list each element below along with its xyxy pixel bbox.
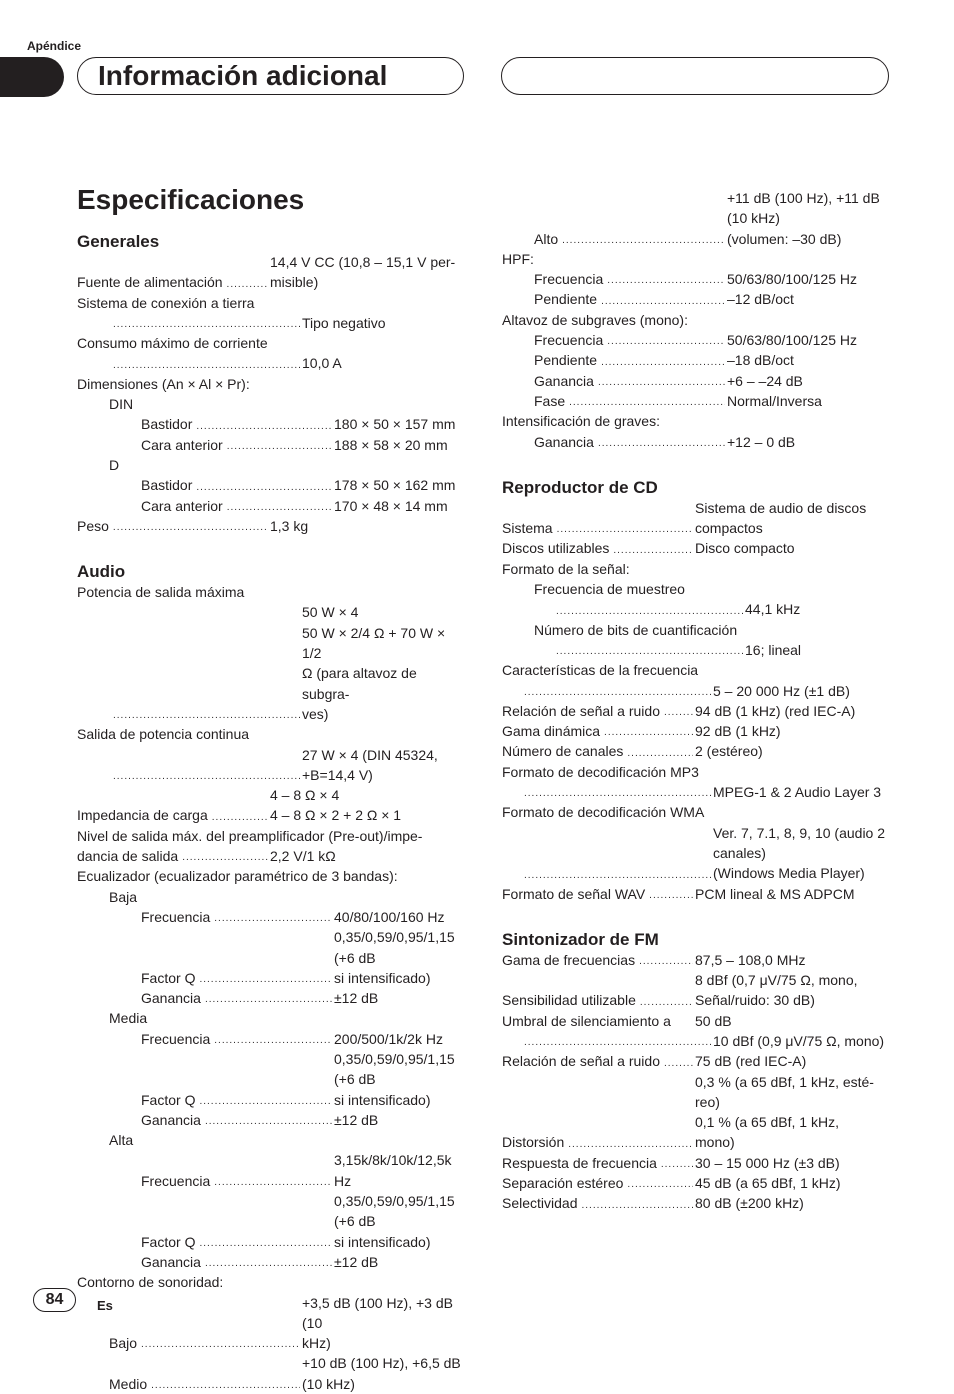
spec-row	[77, 745, 467, 786]
spec-row	[77, 1353, 467, 1394]
spec-row	[502, 538, 892, 558]
spec-value: 10 dBf (0,9 μV/75 Ω, mono)	[713, 1032, 885, 1049]
spec-value: 0,3 % (a 65 dBf, 1 kHz, esté- reo) 0,1 % (a 65 dBf, 1 kHz, mono)	[695, 1073, 874, 1151]
spec-value: Tipo negativo	[302, 314, 386, 331]
spec-label: Ganancia	[141, 1111, 201, 1128]
spec-value: 75 dB (red IEC-A)	[695, 1053, 807, 1070]
spec-label: Factor Q	[141, 969, 196, 986]
spec-label: Intensificación de graves:	[502, 413, 660, 430]
spec-value: 94 dB (1 kHz) (red IEC-A)	[695, 702, 856, 719]
spec-label: Ecualizador (ecualizador paramétrico de 3 bandas):	[77, 868, 398, 885]
spec-row	[502, 701, 892, 721]
spec-row	[502, 1051, 892, 1071]
section-title: Información adicional	[98, 60, 388, 91]
spec-row	[77, 1150, 467, 1191]
spec-sublabel: Número de bits de cuantificación	[534, 621, 738, 638]
spec-value: 44,1 kHz	[745, 601, 801, 618]
spec-value: Disco compacto	[695, 540, 795, 557]
spec-value: 80 dB (±200 kHz)	[695, 1195, 804, 1212]
spec-row	[502, 1011, 892, 1031]
spec-row	[502, 391, 892, 411]
spec-label: Bastidor	[141, 416, 193, 433]
spec-value: –12 dB/oct	[727, 291, 794, 308]
spec-value: 16; lineal	[745, 641, 802, 658]
spec-row	[77, 1029, 467, 1049]
spec-value: ±12 dB	[334, 990, 379, 1007]
spec-row	[77, 785, 467, 826]
spec-label: Selectividad	[502, 1195, 578, 1212]
spec-value: 87,5 – 108,0 MHz	[695, 951, 806, 968]
heading-reproductor-cd: Reproductor de CD	[502, 477, 658, 497]
spec-label: Bajo	[109, 1335, 138, 1352]
spec-row	[77, 353, 467, 373]
spec-label: Discos utilizables	[502, 540, 610, 557]
heading-generales: Generales	[77, 232, 160, 251]
spec-row	[502, 330, 892, 350]
spec-label: Separación estéreo	[502, 1175, 624, 1192]
spec-value: 0,35/0,59/0,95/1,15 (+6 dB si intensificado)	[334, 929, 455, 986]
spec-row	[77, 516, 467, 536]
spec-value: PCM lineal & MS ADPCM	[695, 885, 855, 902]
spec-label: Formato de decodificación WMA	[502, 804, 705, 821]
spec-value: 200/500/1k/2k Hz	[334, 1030, 443, 1047]
spec-row	[77, 602, 467, 724]
spec-label: HPF:	[502, 250, 534, 267]
spec-label: Peso	[77, 517, 109, 534]
spec-row	[502, 498, 892, 539]
spec-row	[77, 1191, 467, 1252]
spec-value: 3,15k/8k/10k/12,5k Hz	[334, 1152, 452, 1189]
spec-label: Umbral de silenciamiento a	[502, 1012, 671, 1029]
spec-value: 8 dBf (0,7 μV/75 Ω, mono, Señal/ruido: 30 dB)	[695, 972, 858, 1009]
spec-value: 14,4 V CC (10,8 – 15,1 V per- misible)	[270, 254, 456, 291]
spec-value: +10 dB (100 Hz), +6,5 dB (10 kHz)	[302, 1355, 461, 1392]
spec-label: Salida de potencia continua	[77, 726, 250, 743]
page-number: 84	[33, 1288, 76, 1312]
spec-value: 5 – 20 000 Hz (±1 dB)	[713, 682, 850, 699]
spec-label: Respuesta de frecuencia	[502, 1154, 657, 1171]
spec-value: 2,2 V/1 kΩ	[270, 848, 336, 865]
spec-row	[77, 988, 467, 1008]
spec-label: Consumo máximo de corriente	[77, 335, 268, 352]
spec-value: 0,35/0,59/0,95/1,15 (+6 dB si intensificado)	[334, 1193, 455, 1250]
spec-label: Relación de señal a ruido	[502, 1053, 660, 1070]
spec-label: dancia de salida	[77, 848, 179, 865]
spec-row	[502, 1193, 892, 1213]
spec-value: 10,0 A	[302, 355, 342, 372]
spec-row	[77, 927, 467, 988]
spec-label: Cara anterior	[141, 436, 223, 453]
left-column	[77, 230, 467, 1394]
spec-value: –18 dB/oct	[727, 352, 794, 369]
spec-label: Ganancia	[534, 372, 594, 389]
spec-label: Distorsión	[502, 1134, 565, 1151]
spec-label: Impedancia de carga	[77, 807, 208, 824]
spec-row	[77, 1252, 467, 1272]
spec-value: ±12 dB	[334, 1111, 379, 1128]
spec-label: Cara anterior	[141, 497, 223, 514]
spec-label: Factor Q	[141, 1233, 196, 1250]
spec-value: 178 × 50 × 162 mm	[334, 477, 456, 494]
spec-value: 50 W × 4 50 W × 2/4 Ω + 70 W × 1/2 Ω (para altavoz de subgra- ves)	[302, 604, 446, 722]
spec-row	[502, 741, 892, 761]
spec-row	[502, 371, 892, 391]
spec-row	[502, 782, 892, 802]
spec-value: Ver. 7, 7.1, 8, 9, 10 (audio 2 canales) (Windows Media Player)	[713, 824, 886, 882]
spec-row	[77, 1049, 467, 1110]
spec-sublabel: Baja	[109, 888, 138, 905]
spec-label: Características de la frecuencia	[502, 662, 699, 679]
spec-label: Número de canales	[502, 743, 624, 760]
spec-value: 50 dB	[695, 1012, 732, 1029]
spec-value: Sistema de audio de discos compactos	[695, 499, 867, 537]
spec-sublabel: D	[109, 456, 120, 473]
spec-label: Formato de señal WAV	[502, 885, 646, 902]
spec-row	[77, 475, 467, 495]
spec-label: Ganancia	[141, 990, 201, 1007]
spec-label: Medio	[109, 1375, 148, 1392]
spec-label: Frecuencia	[141, 1172, 211, 1189]
spec-value: 180 × 50 × 157 mm	[334, 416, 456, 433]
language-code: Es	[97, 1298, 113, 1313]
spec-label: Bastidor	[141, 477, 193, 494]
appendix-label: Apéndice	[27, 39, 82, 53]
spec-label: Pendiente	[534, 291, 598, 308]
spec-label: Gama de frecuencias	[502, 951, 636, 968]
spec-label: Fuente de alimentación	[77, 274, 223, 291]
spec-label: Ganancia	[534, 433, 594, 450]
spec-row	[77, 252, 467, 293]
spec-sublabel: Alta	[109, 1132, 134, 1149]
spec-value: MPEG-1 & 2 Audio Layer 3	[713, 784, 882, 801]
spec-row	[77, 496, 467, 516]
spec-value: ±12 dB	[334, 1253, 379, 1270]
spec-label: Nivel de salida máx. del preamplificador (Pre-out)/impe-	[77, 827, 423, 844]
spec-row	[77, 313, 467, 333]
spec-value: 92 dB (1 kHz)	[695, 723, 781, 740]
spec-label: Frecuencia	[141, 908, 211, 925]
spec-row	[77, 1110, 467, 1130]
spec-label: Formato de decodificación MP3	[502, 763, 699, 780]
heading-audio: Audio	[77, 562, 126, 582]
spec-row	[502, 1072, 892, 1153]
spec-value: 188 × 58 × 20 mm	[334, 436, 448, 453]
spec-label: Frecuencia	[534, 332, 604, 349]
empty-title-frame	[501, 57, 889, 95]
spec-label: Factor Q	[141, 1091, 196, 1108]
spec-value: +11 dB (100 Hz), +11 dB (10 kHz) (volumen: –30 dB)	[727, 190, 880, 247]
spec-value: 170 × 48 × 14 mm	[334, 497, 448, 514]
spec-row	[502, 681, 892, 701]
spec-value: 40/80/100/160 Hz	[334, 908, 445, 925]
spec-row	[502, 1173, 892, 1193]
spec-label: Sistema	[502, 520, 553, 537]
spec-label: Fase	[534, 392, 566, 409]
spec-row	[502, 884, 892, 904]
spec-value: 45 dB (a 65 dBf, 1 kHz)	[695, 1175, 841, 1192]
spec-label: Relación de señal a ruido	[502, 702, 660, 719]
spec-sublabel: Frecuencia de muestreo	[534, 581, 685, 598]
spec-value: +6 – –24 dB	[727, 372, 803, 389]
spec-row	[77, 435, 467, 455]
right-column	[502, 188, 892, 1214]
spec-value: +3,5 dB (100 Hz), +3 dB (10 kHz)	[302, 1294, 453, 1352]
spec-row	[502, 599, 892, 619]
spec-label: Sistema de conexión a tierra	[77, 294, 255, 311]
spec-label: Alto	[534, 230, 559, 247]
spec-label: Dimensiones (An × Al × Pr):	[77, 375, 250, 392]
spec-label: Sensibilidad utilizable	[502, 992, 636, 1009]
spec-row	[502, 1031, 892, 1051]
spec-value: 2 (estéreo)	[695, 743, 763, 760]
spec-sublabel: Media	[109, 1010, 148, 1027]
spec-label: Contorno de sonoridad:	[77, 1274, 224, 1291]
spec-row	[502, 823, 892, 884]
spec-label: Potencia de salida máxima	[77, 584, 245, 601]
spec-value: 4 – 8 Ω × 4 4 – 8 Ω × 2 + 2 Ω × 1	[270, 787, 402, 824]
spec-label: Ganancia	[141, 1253, 201, 1270]
page-title: Especificaciones	[77, 184, 305, 215]
spec-value: 50/63/80/100/125 Hz	[727, 332, 857, 349]
spec-label: Frecuencia	[141, 1030, 211, 1047]
spec-row	[502, 721, 892, 741]
spec-label: Formato de la señal:	[502, 560, 630, 577]
spec-label: Gama dinámica	[502, 723, 601, 740]
spec-row	[502, 970, 892, 1011]
spec-sublabel: DIN	[109, 396, 134, 413]
spec-label: Frecuencia	[534, 271, 604, 288]
spec-value: 30 – 15 000 Hz (±3 dB)	[695, 1154, 840, 1171]
spec-value: 0,35/0,59/0,95/1,15 (+6 dB si intensificado)	[334, 1050, 455, 1108]
spec-value: 1,3 kg	[270, 517, 309, 534]
spec-row	[502, 269, 892, 289]
spec-label: Pendiente	[534, 352, 598, 369]
spec-row	[77, 1293, 467, 1354]
spec-row	[77, 414, 467, 434]
spec-row	[502, 950, 892, 970]
spec-row	[502, 1153, 892, 1173]
spec-value: 50/63/80/100/125 Hz	[727, 271, 857, 288]
spec-row	[77, 907, 467, 927]
section-tab-marker	[0, 57, 64, 97]
spec-row	[77, 846, 467, 866]
heading-sintonizador-fm: Sintonizador de FM	[502, 929, 659, 949]
spec-value: +12 – 0 dB	[727, 433, 796, 450]
spec-value: 27 W × 4 (DIN 45324, +B=14,4 V)	[302, 746, 438, 783]
spec-row	[502, 640, 892, 660]
spec-value: Normal/Inversa	[727, 392, 822, 409]
spec-label: Altavoz de subgraves (mono):	[502, 311, 688, 328]
spec-row	[502, 188, 892, 249]
spec-row	[502, 432, 892, 452]
spec-row	[502, 289, 892, 309]
spec-row	[502, 350, 892, 370]
